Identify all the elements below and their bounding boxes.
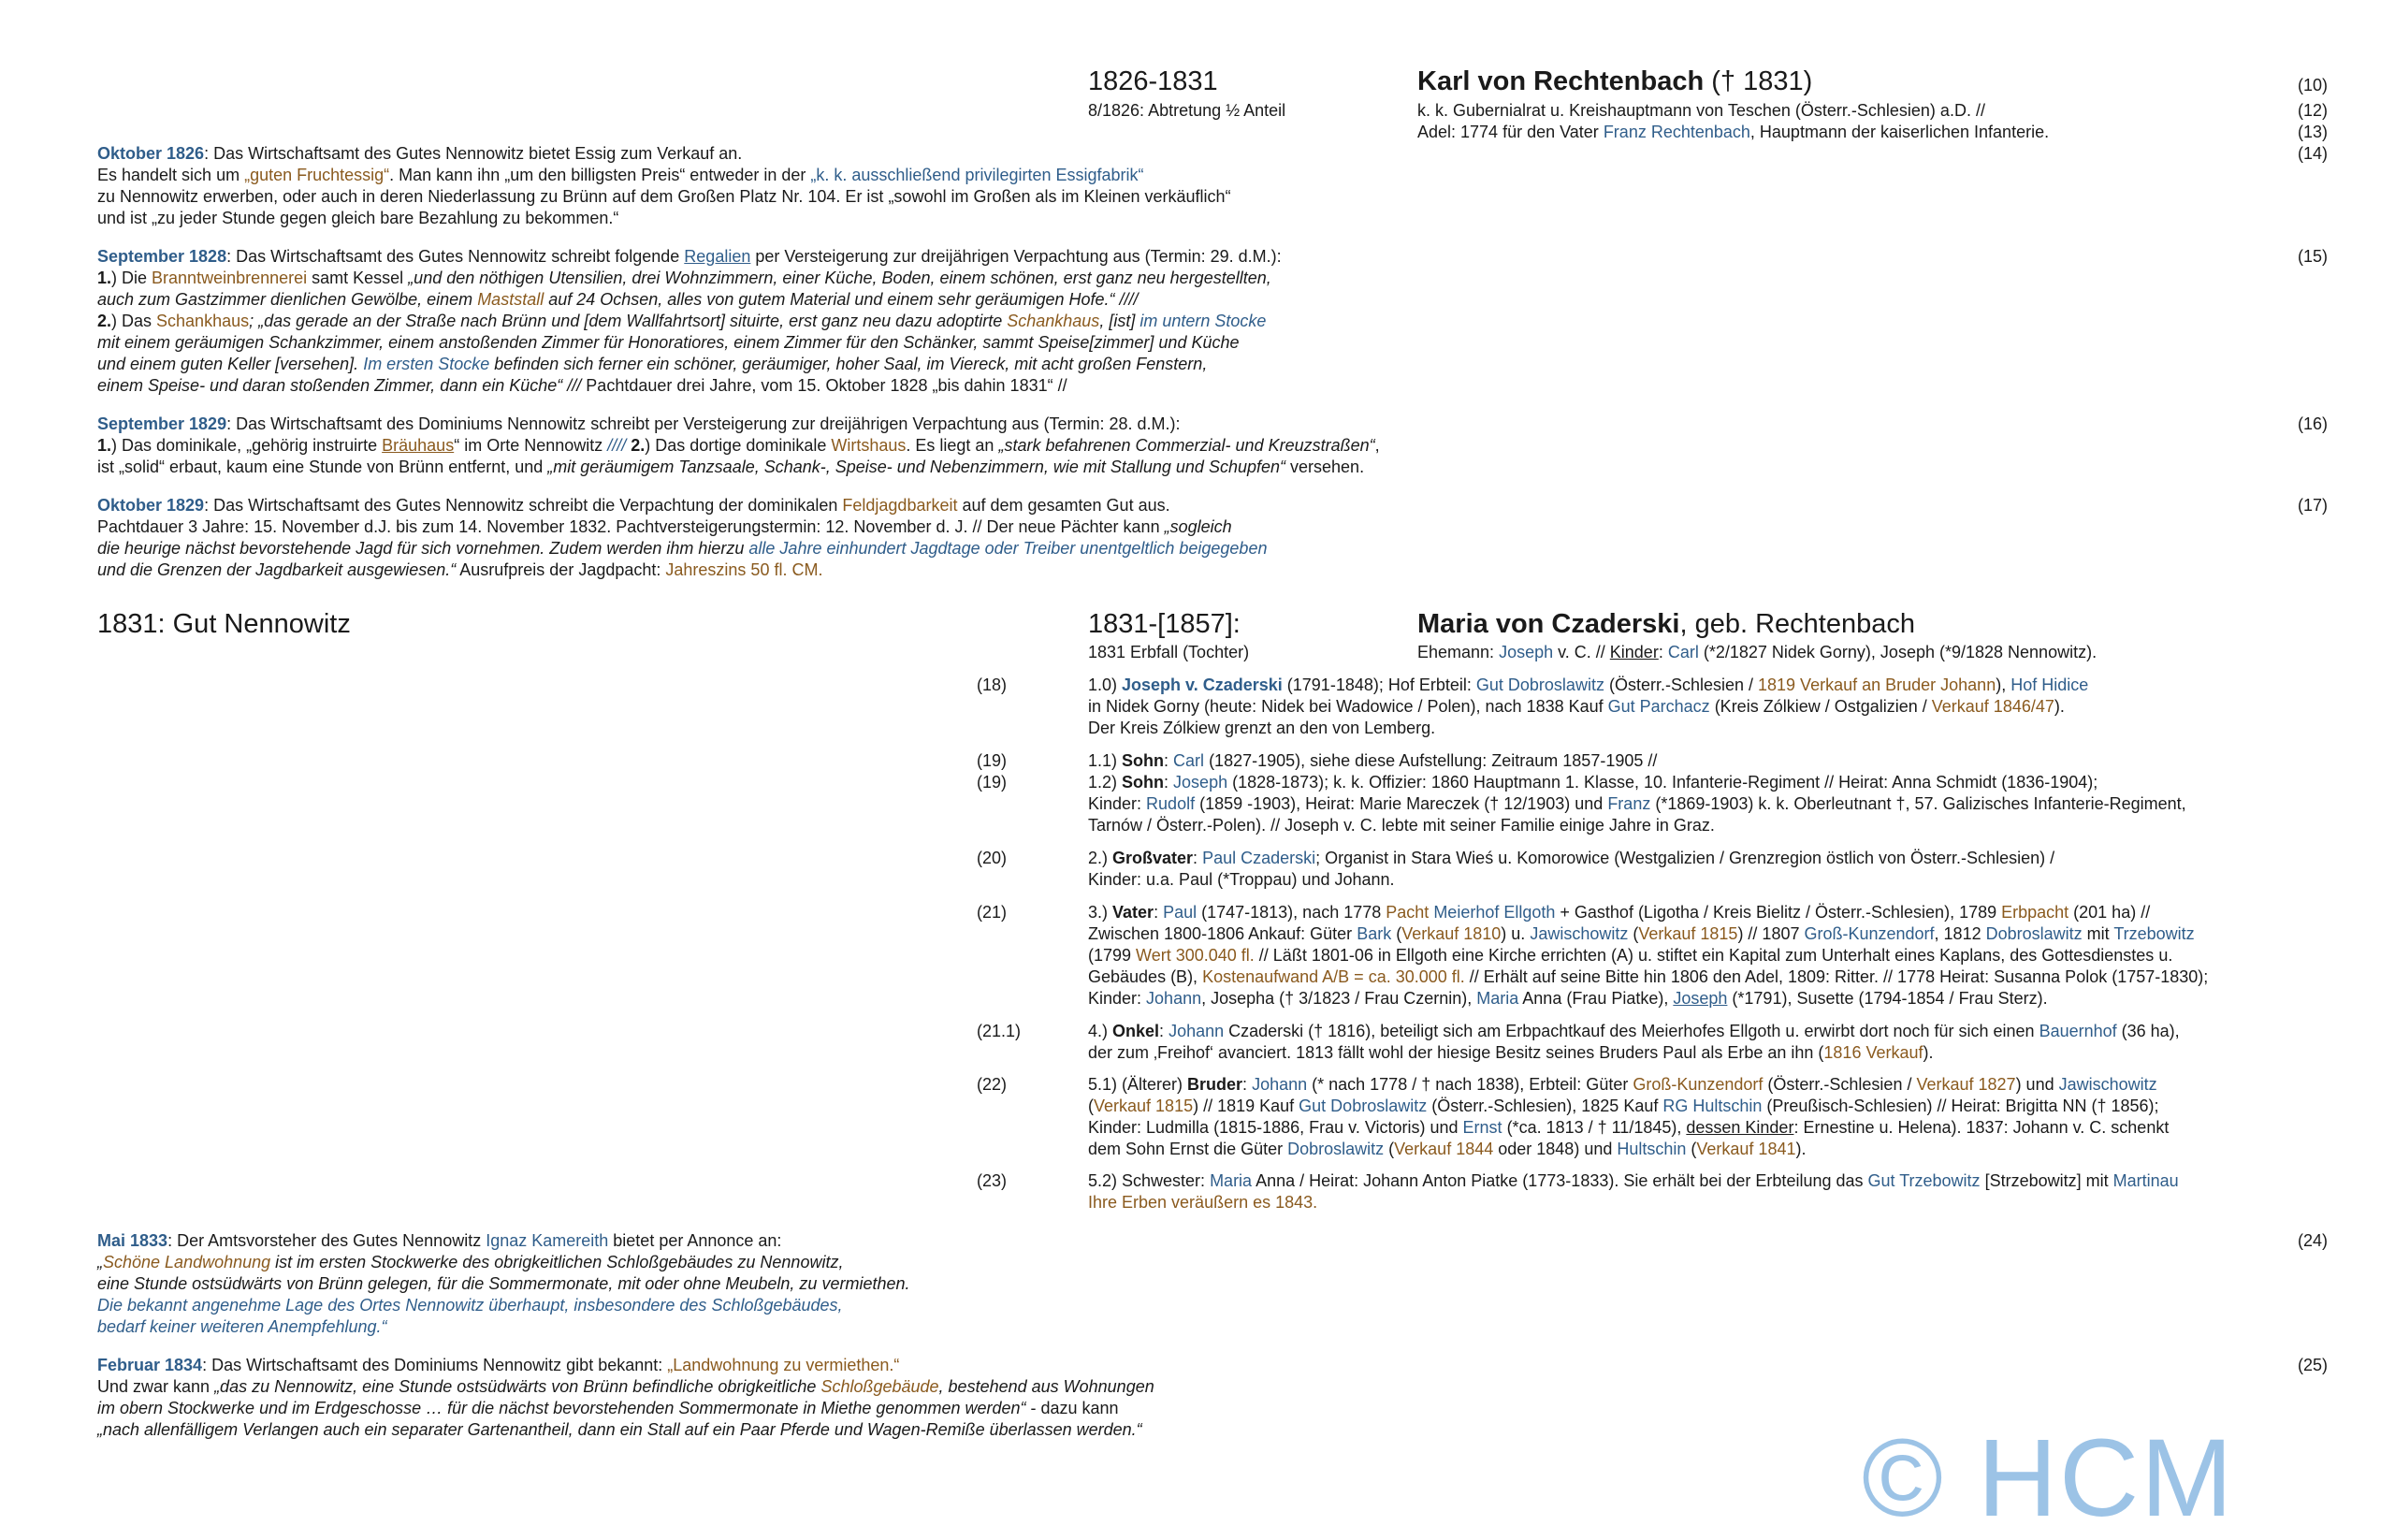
may1833-line5: bedarf keiner weiteren Anempfehlung.“ <box>97 1317 387 1336</box>
ref-21-1: (21.1) <box>977 1022 1022 1040</box>
g18-line3: Der Kreis Zólkiew grenzt an den von Lemberg. <box>1088 719 1436 737</box>
period-note-1831: 1831 Erbfall (Tochter) <box>1088 643 1250 661</box>
g21-line1: 3.) Vater: Paul (1747-1813), nach 1778 Pacht Meierhof Ellgoth + Gasthof (Ligotha / Kreis Bielitz / Österr.-Schlesien), 1789 Erbpacht (201 ha) // <box>1088 903 2151 922</box>
owner-name: Karl von Rechtenbach <box>1417 66 1705 96</box>
ref-14: (14) <box>2298 144 2329 163</box>
ref-18: (18) <box>977 676 1008 694</box>
period-1826: 1826-1831 <box>1088 66 1218 96</box>
copyright-watermark: © HCM <box>1862 1417 2235 1540</box>
owner-name-maria: Maria von Czaderski <box>1417 609 1680 639</box>
owner-karl-line1: k. k. Gubernialrat u. Kreishauptmann von Teschen (Österr.-Schlesien) a.D. // <box>1417 101 1985 120</box>
may1833-line2: „Schöne Landwohnung ist im ersten Stockwerke des obrigkeitlichen Schloßgebäudes zu Nennowitz, <box>97 1253 844 1271</box>
g18-line1: 1.0) Joseph v. Czaderski (1791-1848); Hof Erbteil: Gut Dobroslawitz (Österr.-Schlesien / 1819 Verkauf an Bruder Johann), Hof Hidice <box>1088 676 2089 694</box>
oct1826-line2: Es handelt sich um „guten Fruchtessig“. Man kann ihn „um den billigsten Preis“ entweder in der „k. k. ausschließend privilegirten Essigfabrik“ <box>97 166 1144 184</box>
ref-19a: (19) <box>977 751 1008 770</box>
may1833-line3: eine Stunde ostsüdwärts von Brünn gelegen, für die Sommermonate, mit oder ohne Meubeln, zu vermiethen. <box>97 1274 910 1293</box>
oct1829-line1: Oktober 1829: Das Wirtschaftsamt des Gutes Nennowitz schreibt die Verpachtung der dominikalen Feldjagdbarkeit auf dem gesamten Gut aus. <box>97 496 1170 515</box>
ref-19b: (19) <box>977 773 1008 792</box>
period-note-1826: 8/1826: Abtretung ½ Anteil <box>1088 101 1286 120</box>
g22-line3: Kinder: Ludmilla (1815-1886, Frau v. Victoris) und Ernst (*ca. 1813 / † 11/1845), dessen Kinder: Ernestine u. Helena). 1837: Johann v. C. schenkt <box>1088 1118 2170 1137</box>
g18-line2: in Nidek Gorny (heute: Nidek bei Wadowice / Polen), nach 1838 Kauf Gut Parchacz (Kreis Zólkiew / Ostgalizien / Verkauf 1846/47). <box>1088 697 2065 716</box>
oct1826-line1: Oktober 1826: Das Wirtschaftsamt des Gutes Nennowitz bietet Essig zum Verkauf an. <box>97 144 743 163</box>
g22-line1: 5.1) (Älterer) Bruder: Johann (* nach 1778 / † nach 1838), Erbteil: Güter Groß-Kunzendorf (Österr.-Schlesien / Verkauf 1827) und Jawischowitz <box>1088 1075 2157 1094</box>
sep1828-line2: 1.) Die Branntweinbrennerei samt Kessel „und den nöthigen Utensilien, drei Wohnzimmern, einer Küche, Boden, einem schönen, erst ganz neu hergestellten, <box>97 269 1271 287</box>
sep1828-line5: mit einem geräumigen Schankzimmer, einem anstoßenden Zimmer für Honoratiores, einem Zimmer für den Schänker, sammt Speise[zimmer] und Küche <box>97 333 1240 352</box>
g22-line4: dem Sohn Ernst die Güter Dobroslawitz (Verkauf 1844 oder 1848) und Hultschin (Verkauf 1841). <box>1088 1140 1807 1158</box>
sep1828-line1: September 1828: Das Wirtschaftsamt des Gutes Nennowitz schreibt folgende Regalien per Versteigerung zur dreijährigen Verpachtung aus (Termin: 29. d.M.): <box>97 247 1282 266</box>
ref-23: (23) <box>977 1171 1008 1190</box>
ref-12: (12) <box>2298 101 2329 120</box>
ref-24: (24) <box>2298 1231 2329 1250</box>
g23-line2: Ihre Erben veräußern es 1843. <box>1088 1193 1318 1212</box>
oct1829-line4: und die Grenzen der Jagdbarkeit ausgewiesen.“ Ausrufpreis der Jagdpacht: Jahreszins 50 fl. CM. <box>97 560 823 579</box>
may1833-line4: Die bekannt angenehme Lage des Ortes Nennowitz überhaupt, insbesondere des Schloßgebäudes, <box>97 1296 843 1315</box>
ref-16: (16) <box>2298 414 2329 433</box>
ref-20: (20) <box>977 849 1008 867</box>
may1833-line1: Mai 1833: Der Amtsvorsteher des Gutes Nennowitz Ignaz Kamereith bietet per Annonce an: <box>97 1231 782 1250</box>
oct1829-line2: Pachtdauer 3 Jahre: 15. November d.J. bis zum 14. November 1832. Pachtversteigerungstermin: 12. November d. J. // Der neue Pächter kann „sogleich <box>97 517 1232 536</box>
feb1834-line4: „nach allenfälligem Verlangen auch ein separater Gartenantheil, dann ein Stall auf ein Paar Pferde und Wagen-Remiße überlassen werden.“ <box>97 1420 1142 1439</box>
owner-maria-line1: Ehemann: Joseph v. C. // Kinder: Carl (*2/1827 Nidek Gorny), Joseph (*9/1828 Nennowitz). <box>1417 643 2097 661</box>
g211-line2: der zum ‚Freihof‘ avanciert. 1813 fällt wohl der hiesige Besitz seines Bruders Paul als Erbe an ihn (1816 Verkauf). <box>1088 1043 1934 1062</box>
sep1828-line3: auch zum Gastzimmer dienlichen Gewölbe, einem Maststall auf 24 Ochsen, alles von gutem Material und einem sehr geräumigen Hofe.“ //// <box>97 290 1139 309</box>
sep1829-line3: ist „solid“ erbaut, kaum eine Stunde von Brünn entfernt, und „mit geräumigem Tanzsaale, Schank-, Speise- und Nebenzimmern, wie mit Stallung und Schupfen“ versehen. <box>97 458 1365 476</box>
g19-line1: 1.1) Sohn: Carl (1827-1905), siehe diese Aufstellung: Zeitraum 1857-1905 // <box>1088 751 1658 770</box>
ref-13: (13) <box>2298 123 2329 141</box>
sep1829-line1: September 1829: Das Wirtschaftsamt des Dominiums Nennowitz schreibt per Versteigerung zur dreijährigen Verpachtung aus (Termin: 28. d.M.): <box>97 414 1181 433</box>
oct1826-line3: zu Nennowitz erwerben, oder auch in deren Niederlassung zu Brünn auf dem Großen Platz Nr. 104. Er ist „sowohl im Großen als im Kleinen verkäuflich“ <box>97 187 1231 206</box>
sep1828-line4: 2.) Das Schankhaus; „das gerade an der Straße nach Brünn und [dem Wallfahrtsort] situirte, erst ganz neu dazu adoptirte Schankhaus, [ist] im untern Stocke <box>97 312 1267 330</box>
g19-line2: 1.2) Sohn: Joseph (1828-1873); k. k. Offizier: 1860 Hauptmann 1. Klasse, 10. Infanterie-Regiment // Heirat: Anna Schmidt (1836-1904); <box>1088 773 2098 792</box>
g21-line2: Zwischen 1800-1806 Ankauf: Güter Bark (Verkauf 1810) u. Jawischowitz (Verkauf 1815) // 1807 Groß-Kunzendorf, 1812 Dobroslawitz mit Trzebowitz <box>1088 924 2195 943</box>
g19-line3: Kinder: Rudolf (1859 -1903), Heirat: Marie Mareczek († 12/1903) und Franz (*1869-1903) k. k. Oberleutnant †, 57. Galizisches Infanterie-Regiment, <box>1088 794 2186 813</box>
oct1829-line3: die heurige nächst bevorstehende Jagd für sich vornehmen. Zudem werden ihm hierzu alle Jahre einhundert Jagdtage oder Treiber unentgeltlich beigegeben <box>97 539 1268 558</box>
ref-10: (10) <box>2298 76 2329 94</box>
ref-17: (17) <box>2298 496 2329 515</box>
g21-line4: Gebäudes (B), Kostenaufwand A/B = ca. 30.000 fl. // Erhält auf seine Bitte hin 1806 den Adel, 1809: Ritter. // 1778 Heirat: Susanna Polok (1757-1830); <box>1088 967 2209 986</box>
feb1834-line2: Und zwar kann „das zu Nennowitz, eine Stunde ostsüdwärts von Brünn befindliche obrigkeitliche Schloßgebäude, bestehend aus Wohnungen <box>97 1377 1154 1396</box>
owner-heading-maria <box>1417 608 1915 640</box>
owner-suffix-maria: , geb. Rechtenbach <box>1679 609 1915 639</box>
sep1828-line7: einem Speise- und daran stoßenden Zimmer, dann ein Küche“ /// Pachtdauer drei Jahre, vom 15. Oktober 1828 „bis dahin 1831“ // <box>97 376 1067 395</box>
period-1831: 1831-[1857]: <box>1088 609 1241 639</box>
g19-line4: Tarnów / Österr.-Polen). // Joseph v. C. lebte mit seiner Familie einige Jahre in Graz. <box>1088 816 1715 835</box>
feb1834-line1: Februar 1834: Das Wirtschaftsamt des Dominiums Nennowitz gibt bekannt: „Landwohnung zu vermiethen.“ <box>97 1356 900 1374</box>
g20-line1: 2.) Großvater: Paul Czaderski; Organist in Stara Wieś u. Komorowice (Westgalizien / Grenzregion östlich von Österr.-Schlesien) / <box>1088 849 2055 867</box>
owner-heading-karl <box>1417 65 1812 97</box>
g22-line2: (Verkauf 1815) // 1819 Kauf Gut Dobroslawitz (Österr.-Schlesien), 1825 Kauf RG Hultschin (Preußisch-Schlesien) // Heirat: Brigitta NN († 1856); <box>1088 1097 2159 1115</box>
ref-25: (25) <box>2298 1356 2329 1374</box>
feb1834-line3: im obern Stockwerke und im Erdgeschosse … für die nächst bevorstehenden Sommermonate in Miethe genommen werden“ - dazu kann <box>97 1399 1119 1417</box>
owner-karl-line2: Adel: 1774 für den Vater Franz Rechtenbach, Hauptmann der kaiserlichen Infanterie. <box>1417 123 2050 141</box>
g21-line3: (1799 Wert 300.040 fl. // Läßt 1801-06 in Ellgoth eine Kirche errichten (A) u. stiftet ein Kapital zum Unterhalt eines Kaplans, des Gottesdienstes u. <box>1088 946 2173 965</box>
ref-15: (15) <box>2298 247 2329 266</box>
sep1828-line6: und einem guten Keller [versehen]. Im ersten Stocke befinden sich ferner ein schöner, geräumiger, hoher Saal, im Viereck, mit acht großen Fenstern, <box>97 355 1208 373</box>
sep1829-line2: 1.) Das dominikale, „gehörig instruirte Bräuhaus“ im Orte Nennowitz //// 2.) Das dortige dominikale Wirtshaus. Es liegt an „stark befahrenen Commerzial- und Kreuzstraßen“, <box>97 436 1380 455</box>
g21-line5: Kinder: Johann, Josepha († 3/1823 / Frau Czernin), Maria Anna (Frau Piatke), Joseph (*1791), Susette (1794-1854 / Frau Sterz). <box>1088 989 2048 1008</box>
ref-22: (22) <box>977 1075 1008 1094</box>
g23-line1: 5.2) Schwester: Maria Anna / Heirat: Johann Anton Piatke (1773-1833). Sie erhält bei der Erbteilung das Gut Trzebowitz [Strzebowitz] mit Martinau <box>1088 1171 2179 1190</box>
oct1826-line4: und ist „zu jeder Stunde gegen gleich bare Bezahlung zu bekommen.“ <box>97 209 619 227</box>
ref-21: (21) <box>977 903 1008 922</box>
gut-nennowitz-heading: 1831: Gut Nennowitz <box>97 609 351 639</box>
g20-line2: Kinder: u.a. Paul (*Troppau) und Johann. <box>1088 870 1395 889</box>
owner-suffix: († 1831) <box>1704 66 1813 96</box>
g211-line1: 4.) Onkel: Johann Czaderski († 1816), beteiligt sich am Erbpachtkauf des Meierhofes Ellgoth u. erwirbt dort noch für sich einen Bauernhof (36 ha), <box>1088 1022 2180 1040</box>
